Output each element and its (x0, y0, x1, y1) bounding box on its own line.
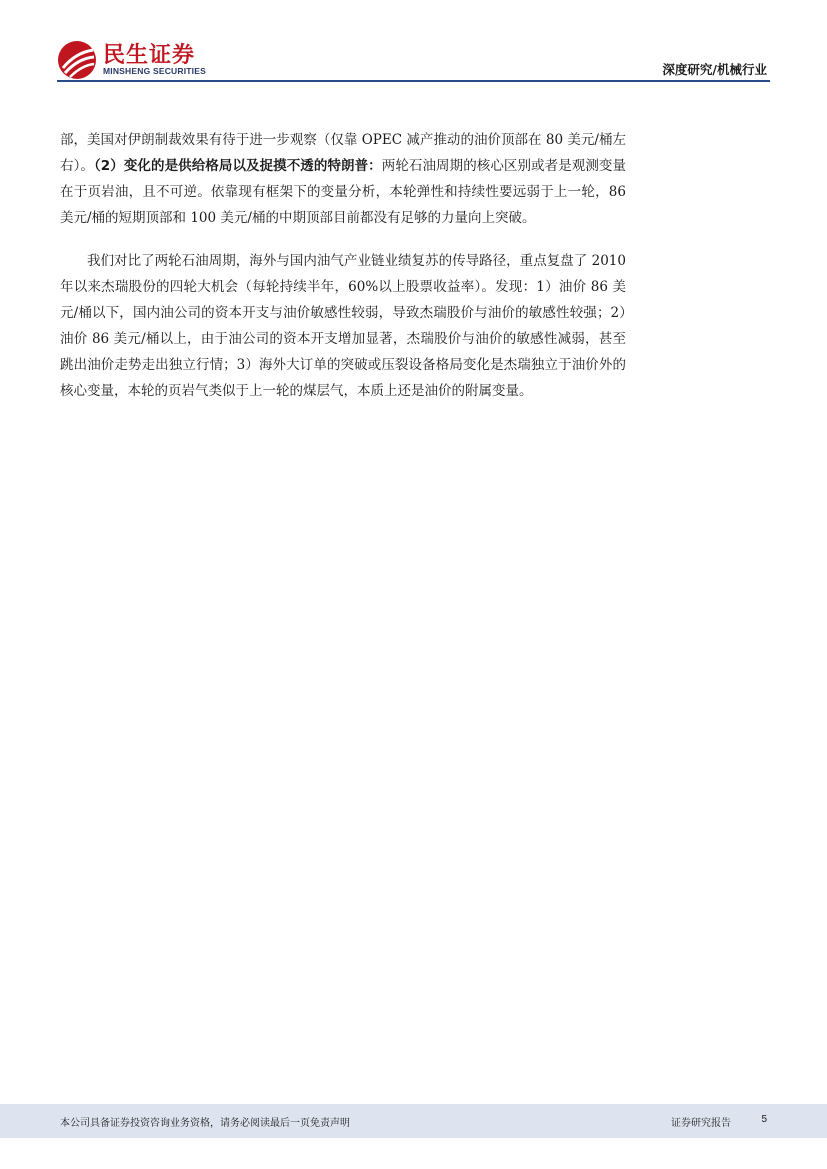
page-header (0, 0, 827, 85)
paragraph-jerry-analysis: 我们对比了两轮石油周期，海外与国内油气产业链业绩复苏的传导路径，重点复盘了 2010 年以来杰瑞股份的四轮大机会（每轮持续半年，60%以上股票收益率）。发现：1）油价 86 美元/桶以下，国内油公司的资本开支与油价敏感性较弱，导致杰瑞股价与油价的敏感性较强；2）油价 86 美元/桶以上，由于油公司的资本开支增加显著，杰瑞股价与油价的敏感性减弱，甚至跳出油价走势走出独立行情；3）海外大订单的突破或压裂设备格局变化是杰瑞独立于油价外的核心变量，本轮的页岩气类似于上一轮的煤层气，本质上还是油价的附属变量。 (60, 253, 626, 399)
logo-english-name: MINSHENG SECURITIES (103, 66, 206, 76)
logo-chinese-name: 民生证券 (103, 43, 196, 68)
paragraph-1-bold-heading: （2）变化的是供给格局以及捉摸不透的特朗普： (93, 158, 382, 174)
page-number: 5 (761, 1114, 767, 1125)
footer-disclaimer: 本公司具备证券投资咨询业务资格，请务必阅读最后一页免责声明 (60, 1118, 350, 1129)
page-footer (0, 1104, 827, 1138)
header-divider (57, 80, 770, 82)
paragraph-1-text-b: 两轮石油周期的核心区别或者是观测变量在于页岩油，且不可逆。依靠现有框架下的变量分析，本轮弹性和持续性要远弱于上一轮，86 美元/桶的短期顶部和 100 美元/桶的中期顶部目前都没有足够的力量向上突破。 (60, 158, 627, 226)
footer-doc-type: 证券研究报告 (671, 1118, 731, 1129)
report-body (60, 127, 626, 421)
minsheng-logo-icon (57, 40, 97, 80)
report-category: 深度研究/机械行业 (662, 62, 767, 77)
paragraph-oil-cycle (60, 127, 626, 231)
paragraph-1-text-a: 部，美国对伊朗制裁效果有待于进一步观察（仅靠 OPEC 减产推动的油价顶部在 80 美元/桶左右）。 (60, 132, 626, 174)
